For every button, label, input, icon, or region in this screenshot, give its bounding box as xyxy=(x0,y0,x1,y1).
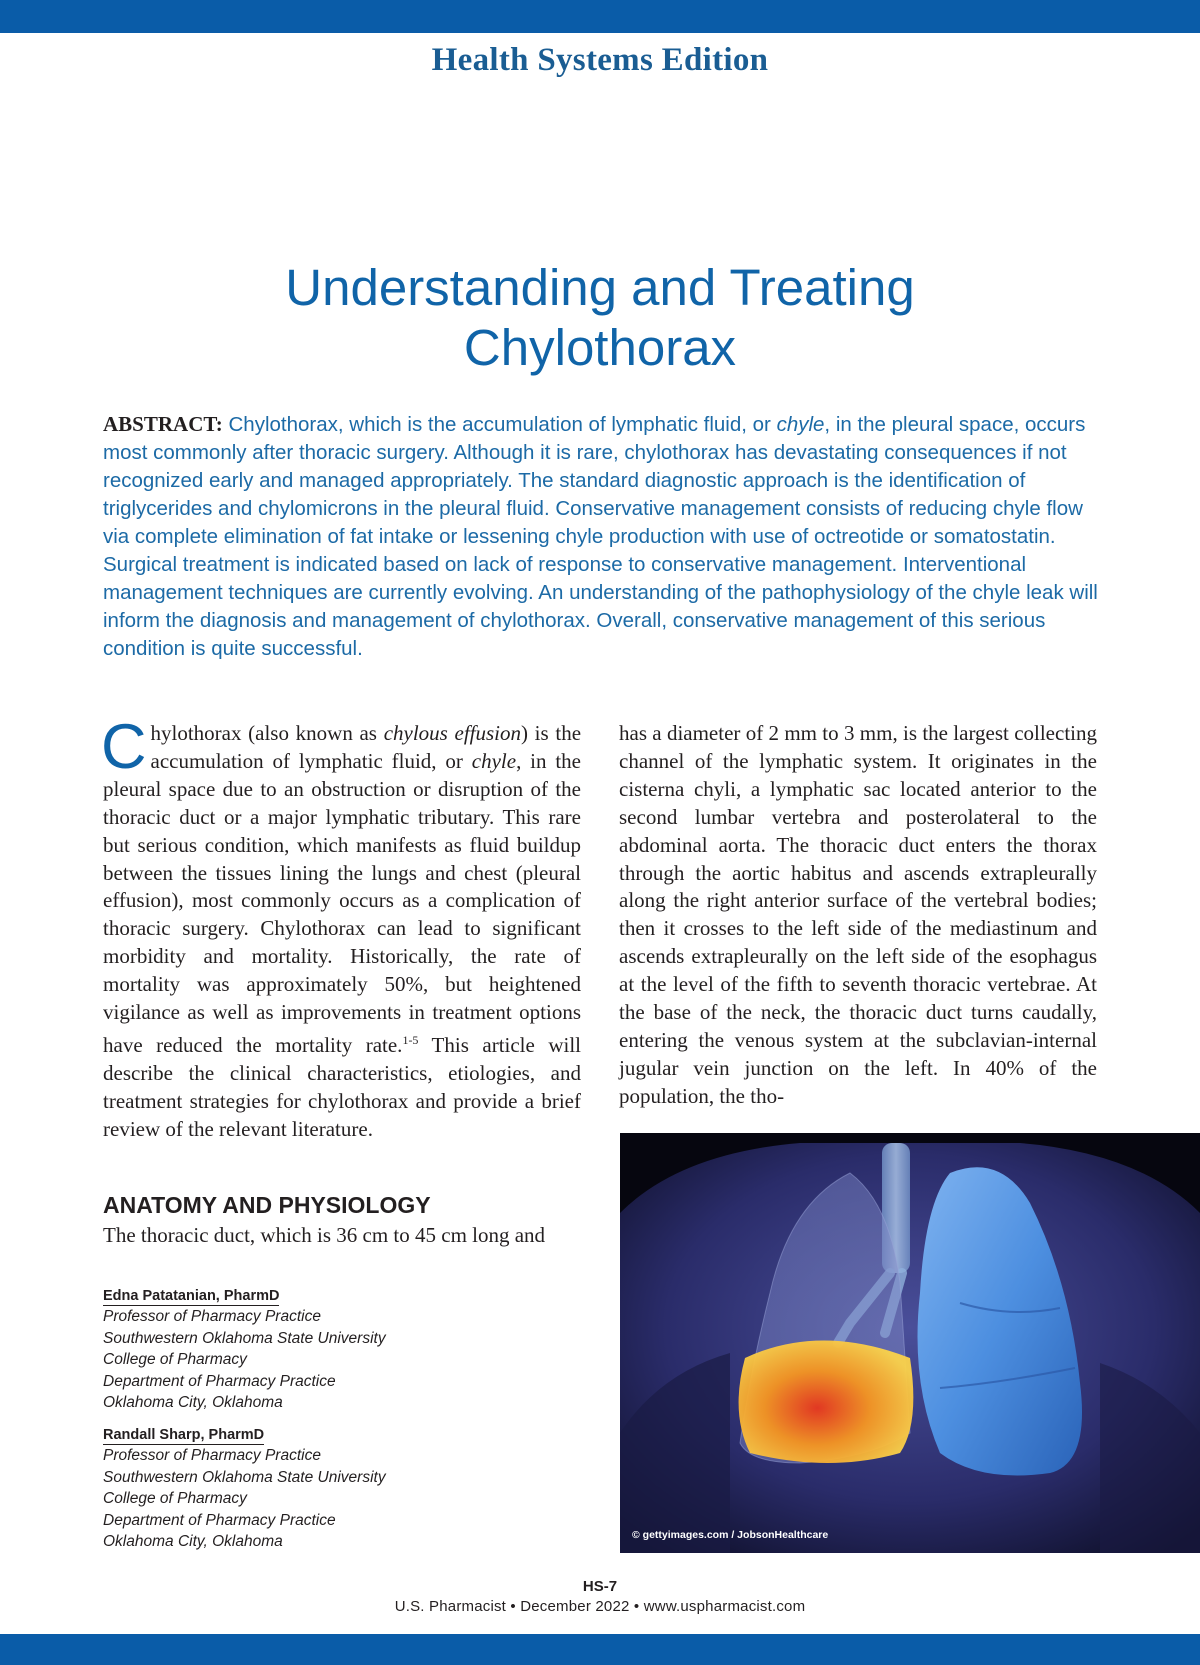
author-affiliation: Southwestern Oklahoma State University xyxy=(103,1329,386,1347)
top-color-band xyxy=(0,0,1200,33)
lung-illustration-graphic xyxy=(620,1133,1200,1553)
abstract-text-2: , in the pleural space, occurs most commonly after thoracic surgery. Although it is rare, chylothorax has devastating consequences if not recognized early and managed appropriately. The standard diagnostic approach is the identification of triglycerides and chylomicrons in the pleural fluid. Conservative management consists of reducing chyle flow via complete elimination of fat intake or lessening chyle production with use of octreotide or somatostatin. Surgical treatment is indicated based on lack of response to conservative management. Interventional management techniques are currently evolving. An understanding of the pathophysiology of the chyle leak will inform the diagnosis and management of chylothorax. Overall, conservative management of this serious condition is quite successful. xyxy=(103,413,1098,660)
section-body-start: The thoracic duct, which is 36 cm to 45 cm long and xyxy=(103,1223,546,1247)
author-name: Randall Sharp, PharmD xyxy=(103,1427,265,1443)
section-heading: ANATOMY AND PHYSIOLOGY xyxy=(103,1192,431,1218)
intro-paragraph xyxy=(101,712,582,1144)
image-credit: © gettyimages.com / JobsonHealthcare xyxy=(632,1529,829,1541)
author-affiliation: Southwestern Oklahoma State University xyxy=(103,1468,386,1486)
author-affiliation: College of Pharmacy xyxy=(103,1351,247,1368)
abstract-label: ABSTRACT: xyxy=(103,412,223,436)
edition-header: Health Systems Edition xyxy=(431,42,769,78)
drop-cap: C xyxy=(101,712,147,782)
publication-line: U.S. Pharmacist • December 2022 • www.uspharmacist.com xyxy=(394,1598,806,1615)
intro-text-4: This article will describe the clinical characteristics, etiologies, and treatment strategies for chylothorax and provide a brief review of the relevant literature. xyxy=(103,1032,581,1141)
author-block-1 xyxy=(103,1287,503,1426)
author-affiliation: Oklahoma City, Oklahoma xyxy=(103,1394,283,1411)
reference-superscript: 1-5 xyxy=(402,1032,419,1047)
right-column-paragraph: has a diameter of 2 mm to 3 mm, is the largest collecting channel of the lymphatic system. It originates in the cisterna chyli, a lymphatic sac located anterior to the second lumbar vertebra and posterolateral to the abdominal aorta. The thoracic duct enters the thorax through the aortic habitus and ascends extrapleurally along the right anterior surface of the vertebral bodies; then it crosses to the left side of the mediastinum and ascends extrapleurally on the left side of the esophagus at the level of the fifth to seventh thoracic vertebrae. At the base of the neck, the thoracic duct turns caudally, entering the venous system at the subclavian-internal jugular vein junction on the left. In 40% of the population, the tho- xyxy=(619,721,1097,1108)
author-affiliation: Department of Pharmacy Practice xyxy=(103,1511,336,1529)
bottom-color-band xyxy=(0,1634,1200,1665)
author-affiliation: Oklahoma City, Oklahoma xyxy=(103,1533,283,1550)
intro-text-1: hylothorax (also known as xyxy=(150,721,377,745)
page-number: HS-7 xyxy=(582,1578,618,1595)
author-affiliation: Professor of Pharmacy Practice xyxy=(103,1308,321,1325)
intro-italic-2: chyle xyxy=(471,748,517,773)
abstract xyxy=(103,410,1103,663)
title-line-1: Understanding and Treating xyxy=(285,259,915,316)
author-name: Edna Patatanian, PharmD xyxy=(103,1288,280,1304)
abstract-chyle-term: chyle xyxy=(776,413,825,436)
intro-text-3: , in the pleural space due to an obstruction or disruption of the thoracic duct or a major lymphatic tributary. This rare but serious condition, which manifests as fluid buildup between the tissues lining the lungs and chest (pleural effusion), most commonly occurs as a complication of thoracic surgery. Chylothorax can lead to significant morbidity and mortality. Historically, the rate of mortality was approximately 50%, but heightened vigilance as well as improvements in treatment options have reduced the mortality rate. xyxy=(103,748,582,1057)
intro-italic-1: chylous effusion xyxy=(383,721,522,745)
author-affiliation: Professor of Pharmacy Practice xyxy=(103,1447,321,1464)
abstract-text-1: Chylothorax, which is the accumulation of lymphatic fluid, or xyxy=(228,413,771,436)
author-block-2 xyxy=(103,1426,503,1565)
title-line-2: Chylothorax xyxy=(463,319,737,376)
page-footer xyxy=(0,1577,1200,1617)
intro-text-2: ) is the accumulation of lymphatic fluid, or xyxy=(150,721,582,773)
lung-illustration xyxy=(620,1133,1200,1553)
right-column-text xyxy=(619,720,1097,1111)
article-title xyxy=(0,258,1200,378)
author-affiliation: College of Pharmacy xyxy=(103,1490,247,1507)
author-affiliation: Department of Pharmacy Practice xyxy=(103,1372,336,1390)
